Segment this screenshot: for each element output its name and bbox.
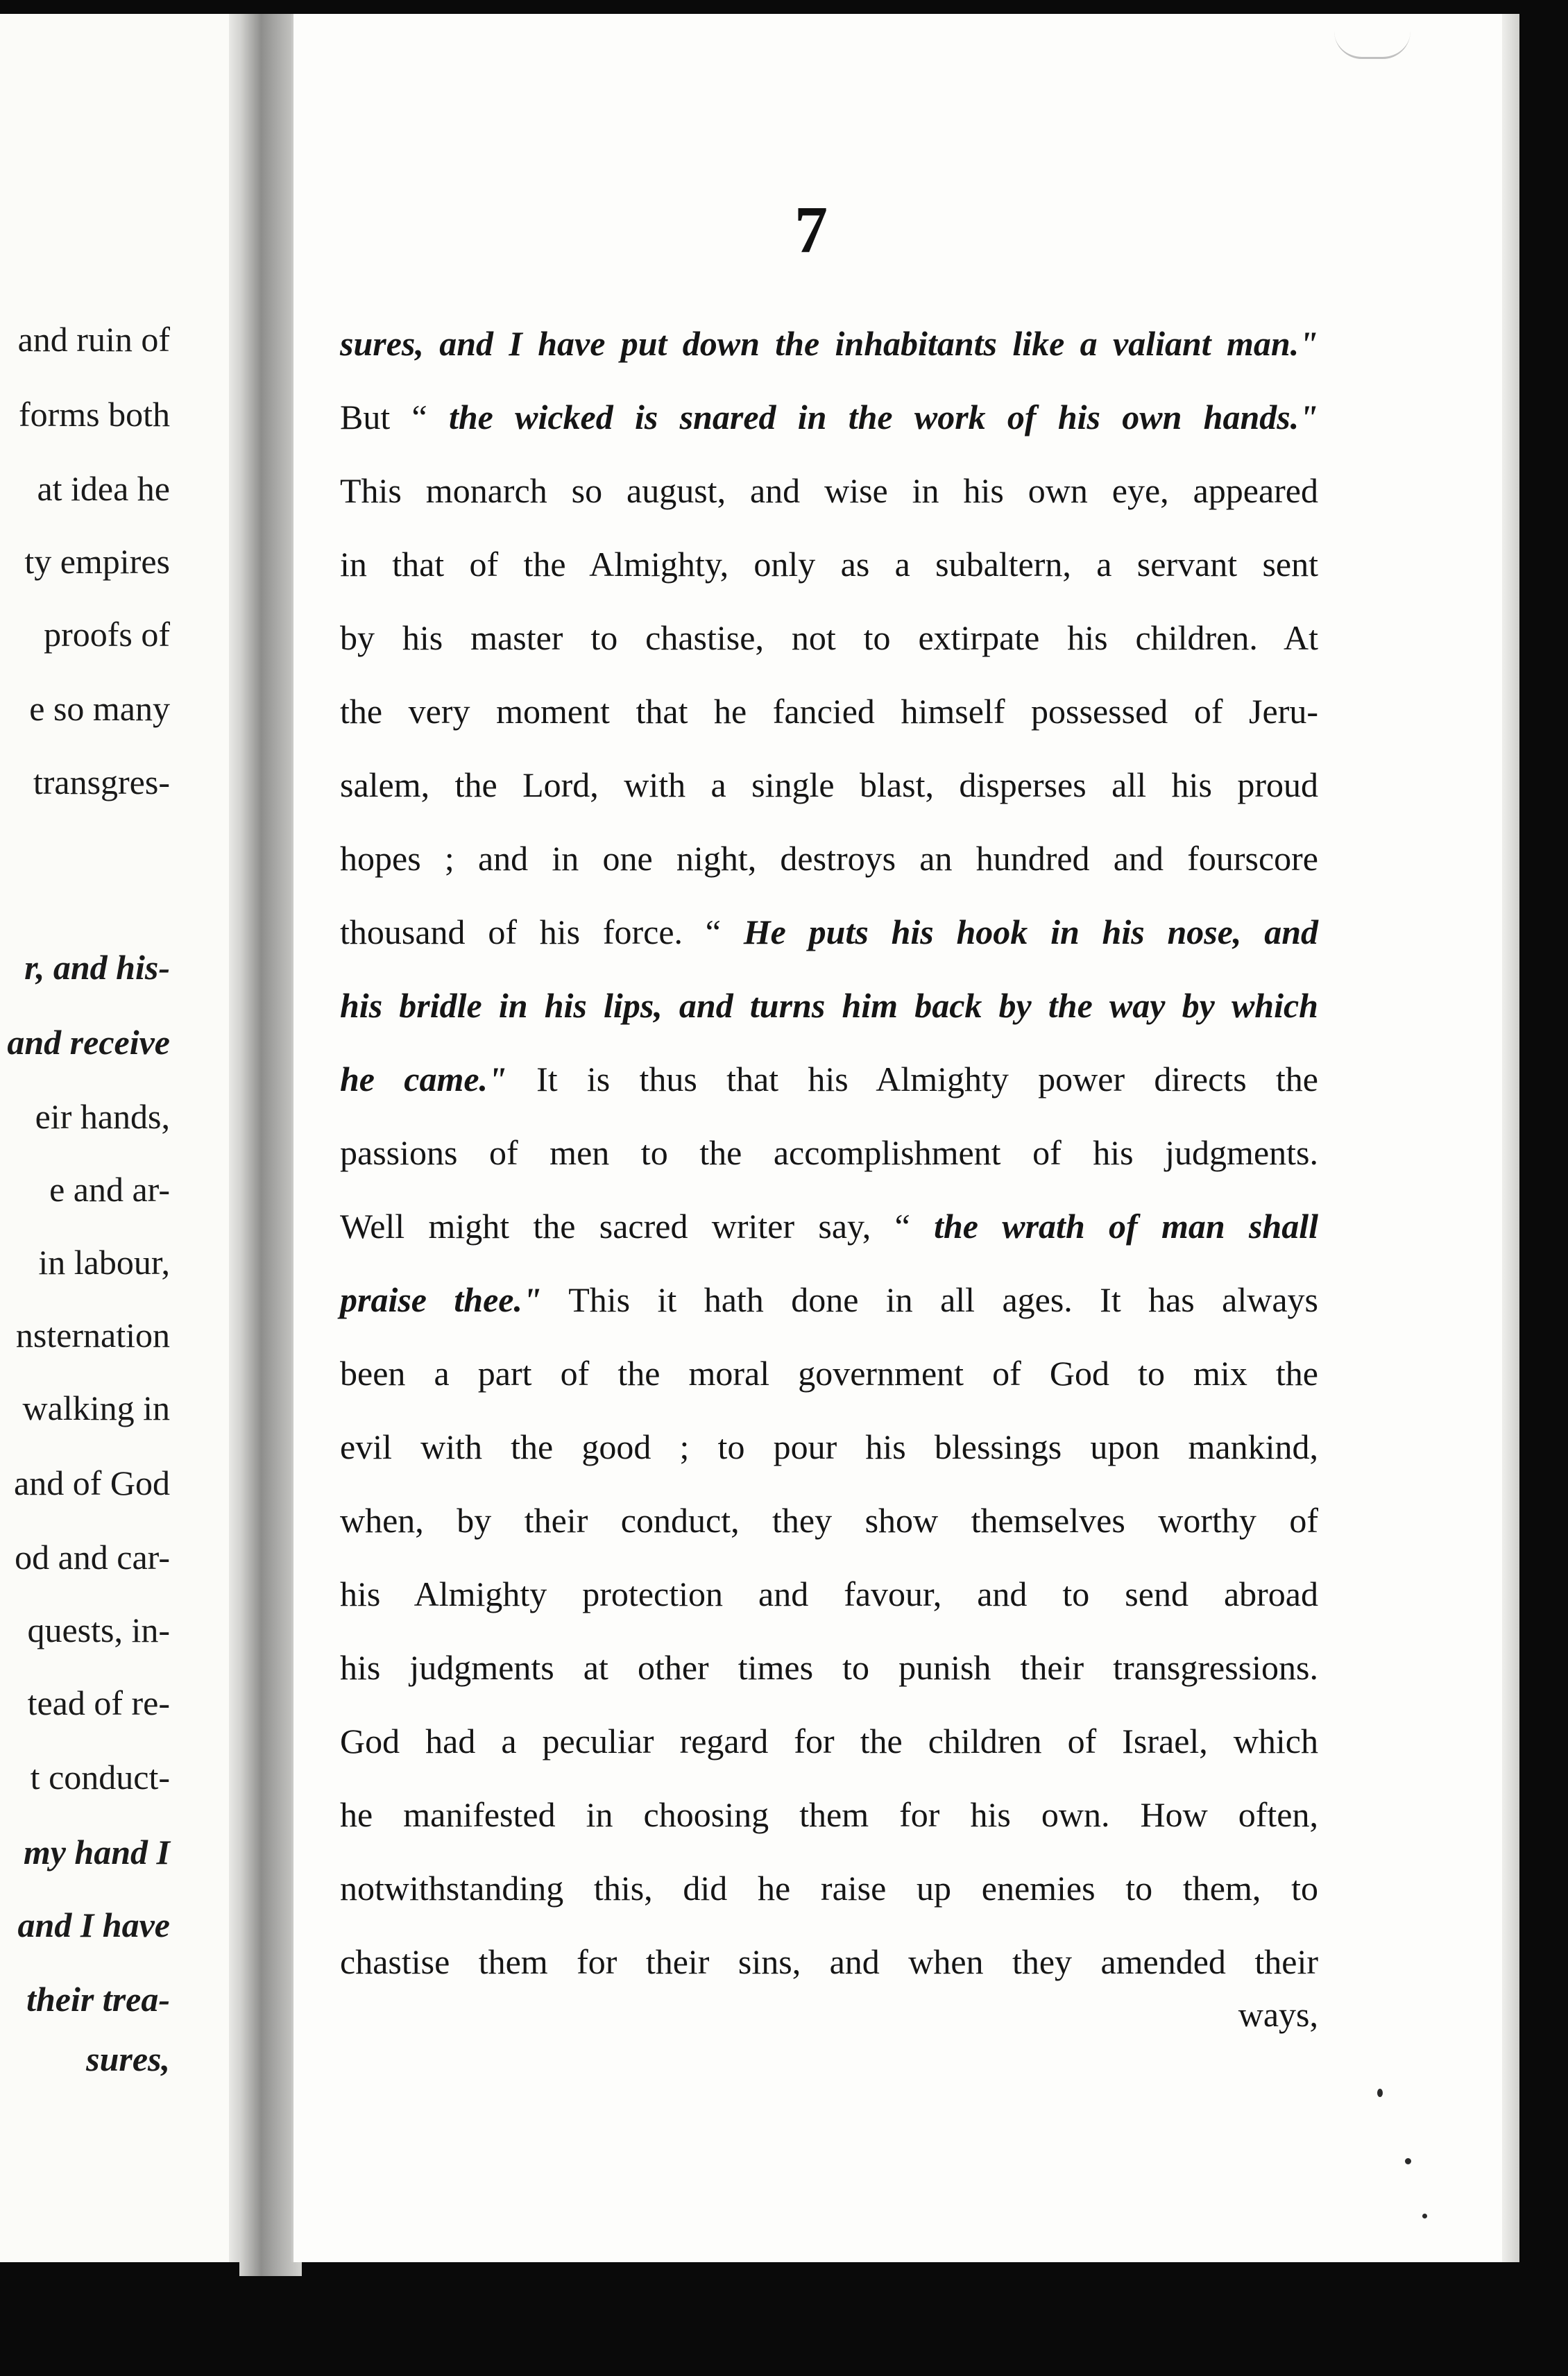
catchword: ways, bbox=[1238, 1995, 1318, 2034]
text-run: chastise them for their sins, and when they amended their bbox=[340, 1942, 1318, 1981]
italic-quote: the wicked is snared in the work of his own hands." bbox=[448, 398, 1318, 436]
left-page-line: transgres- bbox=[33, 763, 170, 801]
text-run: Well might the sacred writer say, “ bbox=[340, 1207, 935, 1246]
text-run: when, by their conduct, they show themselves worthy of bbox=[340, 1501, 1318, 1540]
text-line bbox=[340, 606, 1318, 669]
text-line bbox=[340, 312, 1318, 375]
ink-speck bbox=[1377, 2089, 1383, 2097]
text-line bbox=[340, 1563, 1318, 1625]
text-line bbox=[340, 1121, 1318, 1184]
library-stamp-mark bbox=[1334, 29, 1411, 59]
left-page-line: t conduct- bbox=[30, 1758, 170, 1797]
text-run: But “ bbox=[340, 398, 449, 436]
left-page-line: their trea- bbox=[26, 1980, 170, 2019]
right-page-edge bbox=[1502, 14, 1519, 2262]
text-run: This monarch so august, and wise in his own eye, appeared bbox=[340, 471, 1318, 510]
left-page-line: nsternation bbox=[15, 1316, 170, 1355]
left-page-line: r, and his- bbox=[24, 948, 170, 987]
left-page-line: my hand I bbox=[23, 1833, 170, 1872]
text-run: evil with the good ; to pour his blessings upon mankind, bbox=[340, 1427, 1318, 1466]
text-line bbox=[340, 1783, 1318, 1846]
left-page-line: and of God bbox=[14, 1463, 170, 1502]
text-line bbox=[340, 1489, 1318, 1552]
text-run: his Almighty protection and favour, and to send abroad bbox=[340, 1575, 1318, 1613]
text-line bbox=[340, 680, 1318, 742]
left-page-line: e so many bbox=[29, 689, 170, 728]
text-run: the very moment that he fancied himself possessed of Jeru- bbox=[340, 692, 1318, 731]
text-run: he manifested in choosing them for his own. How often, bbox=[340, 1795, 1318, 1834]
text-line bbox=[340, 1857, 1318, 1919]
left-page-line: od and car- bbox=[15, 1538, 170, 1577]
left-page-line: quests, in- bbox=[27, 1611, 170, 1649]
left-page-line: proofs of bbox=[44, 615, 170, 654]
text-run: been a part of the moral government of God to mix the bbox=[340, 1354, 1318, 1393]
text-line bbox=[340, 386, 1318, 448]
text-line bbox=[340, 1048, 1318, 1110]
text-run: hopes ; and in one night, destroys an hundred and fourscore bbox=[340, 839, 1318, 878]
text-run: This it hath done in all ages. It has always bbox=[541, 1280, 1319, 1319]
left-page-line: and I have bbox=[17, 1906, 170, 1944]
text-line bbox=[340, 901, 1318, 963]
italic-quote: He puts his hook in his nose, and bbox=[743, 913, 1319, 951]
left-page-line: ty empires bbox=[24, 542, 170, 581]
text-line bbox=[340, 1268, 1318, 1331]
text-line bbox=[340, 533, 1318, 595]
italic-quote: the wrath of man shall bbox=[934, 1207, 1319, 1246]
left-page-line: e and ar- bbox=[49, 1170, 170, 1209]
left-page-line: at idea he bbox=[37, 469, 170, 508]
text-run: passions of men to the accomplishment of his judgments. bbox=[340, 1133, 1318, 1172]
text-line bbox=[340, 1416, 1318, 1478]
text-run: by his master to chastise, not to extirpate his children. At bbox=[340, 618, 1318, 657]
ink-speck bbox=[1422, 2214, 1427, 2218]
left-page-line: in labour, bbox=[38, 1243, 170, 1282]
left-page-line: and ruin of bbox=[17, 320, 170, 359]
left-page-line: walking in bbox=[22, 1389, 170, 1427]
text-line bbox=[340, 459, 1318, 522]
text-run: his judgments at other times to punish their transgressions. bbox=[340, 1648, 1318, 1687]
left-page-line: eir hands, bbox=[35, 1097, 170, 1136]
text-line bbox=[340, 754, 1318, 816]
text-run: God had a peculiar regard for the children of Israel, which bbox=[340, 1722, 1318, 1760]
text-run: thousand of his force. “ bbox=[340, 913, 744, 951]
text-run: It is thus that his Almighty power directs the bbox=[506, 1060, 1318, 1098]
page-number: 7 bbox=[794, 192, 828, 266]
text-run: notwithstanding this, did he raise up enemies to them, to bbox=[340, 1869, 1318, 1908]
italic-quote: sures, and I have put down the inhabitants like a valiant man." bbox=[340, 324, 1318, 363]
text-run: salem, the Lord, with a single blast, disperses all his proud bbox=[340, 765, 1318, 804]
text-run: in that of the Almighty, only as a subaltern, a servant sent bbox=[340, 545, 1318, 584]
left-page-line: sures, bbox=[86, 2039, 170, 2078]
left-page bbox=[0, 14, 246, 2262]
text-line bbox=[340, 1710, 1318, 1772]
left-page-line: tead of re- bbox=[27, 1683, 170, 1722]
text-line bbox=[340, 827, 1318, 890]
left-page-line: and receive bbox=[7, 1023, 170, 1062]
text-line bbox=[340, 1636, 1318, 1699]
text-line bbox=[340, 974, 1318, 1037]
left-page-line: forms both bbox=[18, 395, 170, 434]
text-line bbox=[340, 1195, 1318, 1257]
text-line bbox=[340, 1342, 1318, 1405]
italic-quote: he came." bbox=[340, 1060, 507, 1098]
italic-quote: praise thee." bbox=[340, 1280, 542, 1319]
ink-speck bbox=[1405, 2158, 1411, 2164]
italic-quote: his bridle in his lips, and turns him back by the way by which bbox=[340, 986, 1318, 1025]
